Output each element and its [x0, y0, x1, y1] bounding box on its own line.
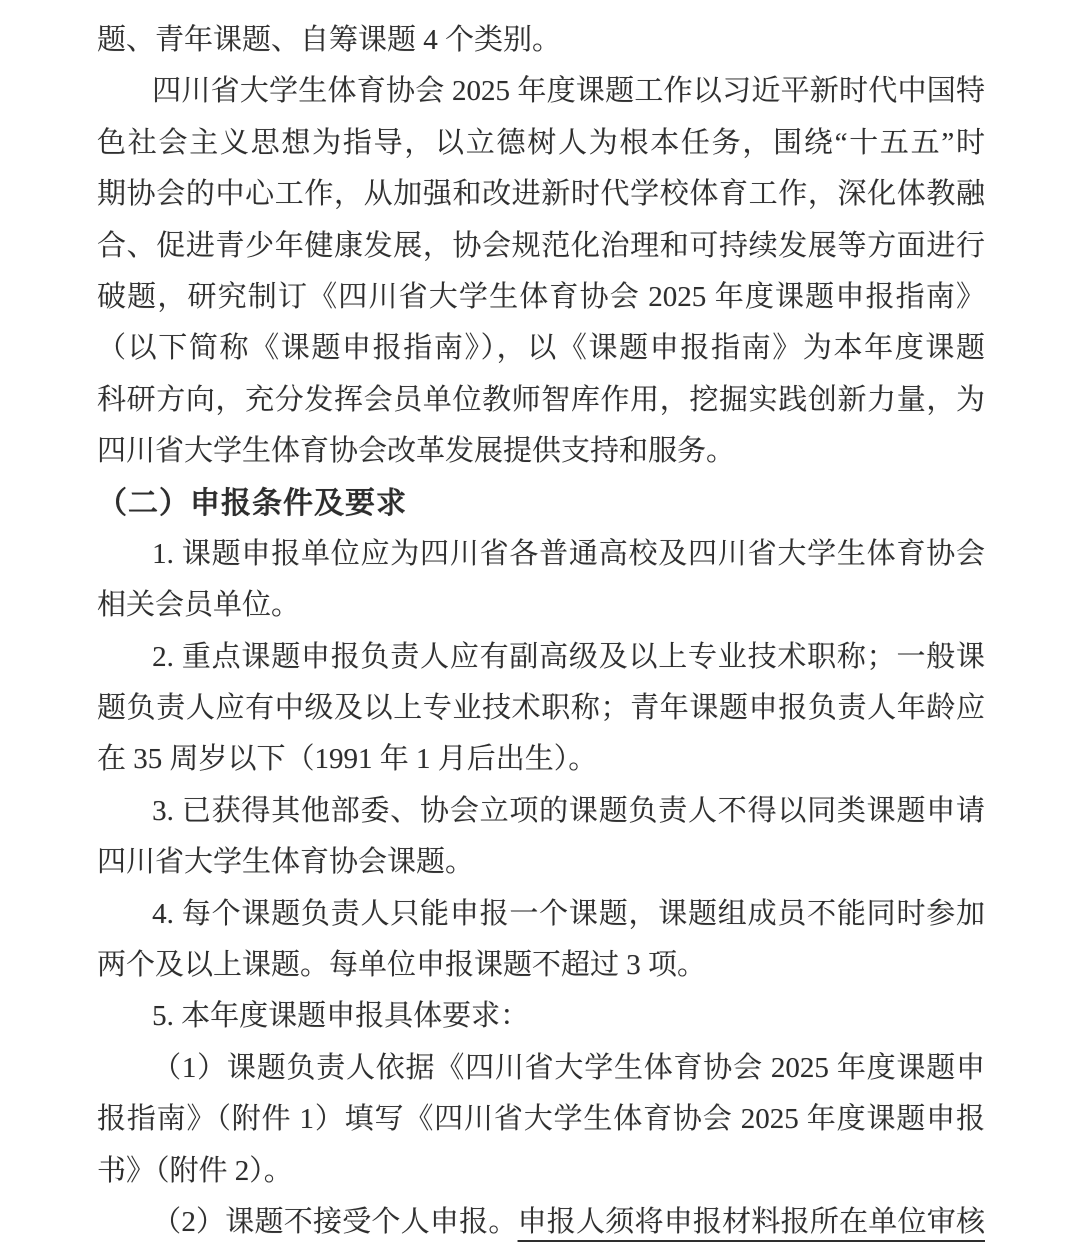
text-run: 在 35 周岁以下（1991 年 1 月后出生）。 — [97, 743, 598, 776]
underlined-text: 申报人须将申报材料报所在单位审核 — [517, 1205, 985, 1238]
text-run: 两个及以上课题。每单位申报课题不超过 3 项。 — [97, 949, 707, 982]
text-line — [97, 221, 985, 272]
text-line — [97, 15, 985, 66]
text-run: 四川省大学生体育协会 2025 年度课题工作以习近平新时代中国特 — [152, 75, 985, 108]
text-run: 四川省大学生体育协会改革发展提供支持和服务。 — [97, 435, 736, 468]
text-line — [97, 169, 985, 220]
text-run: 书》（附件 2）。 — [97, 1154, 293, 1187]
text-run: 题、青年课题、自筹课题 4 个类别。 — [97, 24, 562, 56]
text-run: 2. 重点课题申报负责人应有副高级及以上专业技术职称；一般课 — [152, 640, 985, 673]
text-line — [97, 683, 985, 734]
text-run: 相关会员单位。 — [97, 589, 301, 622]
text-line — [97, 1043, 985, 1094]
text-line — [97, 786, 985, 837]
text-line — [97, 632, 985, 683]
text-run: 期协会的中心工作，从加强和改进新时代学校体育工作，深化体教融 — [97, 178, 985, 211]
text-line — [97, 580, 985, 631]
text-line — [97, 1146, 985, 1197]
text-line — [97, 323, 985, 374]
text-line — [97, 940, 985, 991]
text-line — [97, 889, 985, 940]
text-run: （1）课题负责人依据《四川省大学生体育协会 2025 年度课题申 — [152, 1051, 985, 1084]
text-run: 5. 本年度课题申报具体要求： — [152, 1000, 530, 1033]
text-run: 1. 课题申报单位应为四川省各普通高校及四川省大学生体育协会 — [152, 537, 985, 570]
document-body — [97, 15, 985, 1248]
text-line — [97, 426, 985, 477]
text-line — [97, 837, 985, 888]
text-line — [97, 118, 985, 169]
text-run: 4. 每个课题负责人只能申报一个课题，课题组成员不能同时参加 — [152, 897, 985, 930]
text-run: （以下简称《课题申报指南》），以《课题申报指南》为本年度课题 — [97, 332, 985, 365]
text-line — [97, 66, 985, 117]
text-run: （二）申报条件及要求 — [97, 486, 407, 520]
text-run: 四川省大学生体育协会课题。 — [97, 846, 475, 879]
text-run: （2）课题不接受个人申报。 — [152, 1205, 518, 1238]
text-run: 色社会主义思想为指导，以立德树人为根本任务，围绕“十五五”时 — [97, 126, 985, 159]
text-line — [97, 272, 985, 323]
text-run: 破题，研究制订《四川省大学生体育协会 2025 年度课题申报指南》 — [97, 280, 985, 313]
text-run: 科研方向，充分发挥会员单位教师智库作用，挖掘实践创新力量，为 — [97, 383, 985, 416]
text-run: 报指南》（附件 1）填写《四川省大学生体育协会 2025 年度课题申报 — [97, 1103, 985, 1136]
text-run: 合、促进青少年健康发展，协会规范化治理和可持续发展等方面进行 — [97, 229, 985, 262]
text-line — [97, 529, 985, 580]
text-line — [97, 1197, 985, 1248]
text-line — [97, 1094, 985, 1145]
text-run: 题负责人应有中级及以上专业技术职称；青年课题申报负责人年龄应 — [97, 692, 985, 725]
text-line — [97, 991, 985, 1042]
text-line — [97, 375, 985, 426]
text-run: 3. 已获得其他部委、协会立项的课题负责人不得以同类课题申请 — [152, 794, 985, 827]
text-line — [97, 734, 985, 785]
section-heading — [97, 478, 985, 529]
